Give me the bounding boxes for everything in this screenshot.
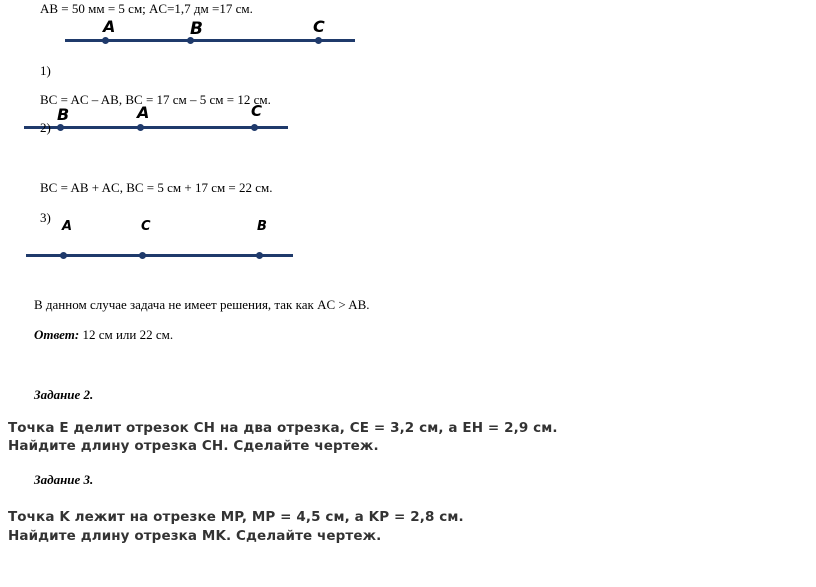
task-3-line-2: Найдите длину отрезка MK. Сделайте чертеж. [8, 528, 382, 544]
case-2-number: 2) [40, 120, 51, 135]
point-label-1-b: B [190, 19, 203, 39]
point-2-b [57, 124, 64, 131]
task-3-line-1: Точка K лежит на отрезке MP, MP = 4,5 см, а KP = 2,8 см. [8, 509, 464, 525]
point-2-a [137, 124, 144, 131]
point-3-b [256, 252, 263, 259]
point-label-3-c: C [141, 219, 151, 234]
point-label-2-b: B [57, 105, 70, 124]
answer-label: Ответ: [34, 327, 80, 342]
given-text: AB = 50 мм = 5 см; AC=1,7 дм =17 см. [40, 1, 253, 16]
case-1-formula: BC = AC – AB, BC = 17 см – 5 см = 12 см. [40, 92, 271, 107]
task-2-line-1: Точка E делит отрезок CH на два отрезка, CE = 3,2 см, а EH = 2,9 см. [8, 420, 558, 436]
point-1-a [102, 37, 109, 44]
point-1-c [315, 37, 322, 44]
point-label-1-c: C [313, 17, 325, 36]
task-2-line-2: Найдите длину отрезка CH. Сделайте чертеж. [8, 438, 379, 454]
answer-text: 12 см или 22 см. [79, 327, 174, 342]
case-3-number: 3) [40, 210, 51, 225]
task-3-title: Задание 3. [34, 472, 94, 487]
point-label-3-a: A [62, 219, 73, 234]
point-2-c [251, 124, 258, 131]
point-3-a [60, 252, 67, 259]
point-label-1-a: A [103, 17, 116, 36]
point-label-3-b: B [257, 219, 267, 234]
case-2-formula: BC = AB + AC, BC = 5 см + 17 см = 22 см. [40, 180, 273, 195]
point-label-2-c: C [251, 102, 263, 120]
task-2-title: Задание 2. [34, 387, 94, 402]
case-3-note: В данном случае задача не имеет решения, так как AC > AB. [34, 297, 370, 312]
answer-line [34, 327, 173, 343]
point-label-2-a: A [137, 103, 150, 122]
point-3-c [139, 252, 146, 259]
case-1-number: 1) [40, 63, 51, 78]
